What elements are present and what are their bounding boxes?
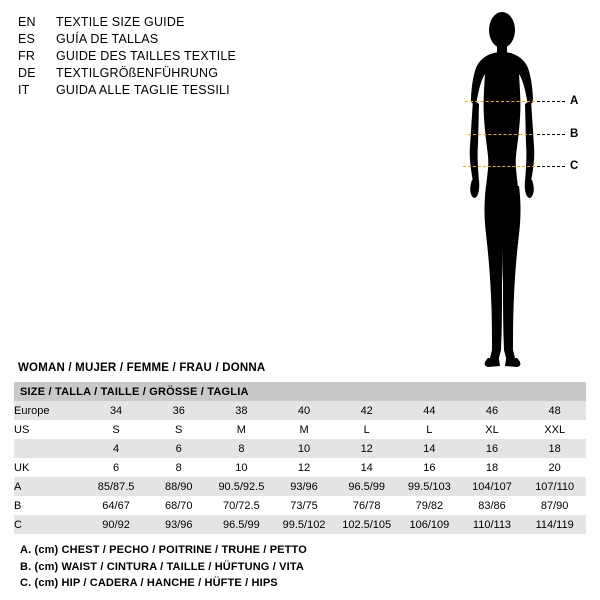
cell: 64/67: [85, 496, 148, 515]
language-code: ES: [18, 32, 36, 46]
cell: 10: [273, 439, 336, 458]
cell: 107/110: [523, 477, 586, 496]
cell: 110/113: [461, 515, 524, 534]
cell: 96.5/99: [335, 477, 398, 496]
cell: 10: [210, 458, 273, 477]
female-silhouette-icon: [440, 6, 570, 376]
cell: 68/70: [147, 496, 210, 515]
cell: 44: [398, 401, 461, 420]
cell: 90/92: [85, 515, 148, 534]
table-row: [14, 401, 586, 420]
cell: 18: [461, 458, 524, 477]
table-row: [14, 458, 586, 477]
row-label: C: [14, 515, 85, 534]
guide-line-chest-extension: [537, 101, 565, 102]
cell: 6: [85, 458, 148, 477]
cell: 90.5/92.5: [210, 477, 273, 496]
cell: 83/86: [461, 496, 524, 515]
guide-line-waist-extension: [537, 134, 565, 135]
language-title: TEXTILE SIZE GUIDE: [56, 15, 185, 29]
cell: 38: [210, 401, 273, 420]
language-title-block: [18, 14, 438, 99]
marker-label-c: C: [570, 160, 579, 172]
cell: 42: [335, 401, 398, 420]
language-code: DE: [18, 66, 36, 80]
cell: 79/82: [398, 496, 461, 515]
cell: 14: [398, 439, 461, 458]
marker-label-b: B: [570, 128, 579, 140]
cell: 4: [85, 439, 148, 458]
language-code: EN: [18, 15, 36, 29]
female-body-figure: [420, 6, 595, 376]
measurement-legend: [20, 542, 580, 592]
cell: 48: [523, 401, 586, 420]
language-row: [18, 82, 438, 99]
table-row: [14, 515, 586, 534]
row-label: [14, 439, 85, 458]
cell: 93/96: [147, 515, 210, 534]
table-row: [14, 496, 586, 515]
cell: 70/72.5: [210, 496, 273, 515]
marker-label-a: A: [570, 95, 579, 107]
cell: 8: [147, 458, 210, 477]
cell: 85/87.5: [85, 477, 148, 496]
cell: 93/96: [273, 477, 336, 496]
cell: 12: [273, 458, 336, 477]
table-row: [14, 420, 586, 439]
cell: XXL: [523, 420, 586, 439]
cell: 36: [147, 401, 210, 420]
cell: 73/75: [273, 496, 336, 515]
cell: S: [85, 420, 148, 439]
cell: 99.5/103: [398, 477, 461, 496]
table-header-label: SIZE / TALLA / TAILLE / GRÖSSE / TAGLIA: [14, 382, 586, 401]
cell: L: [398, 420, 461, 439]
guide-line-hip: [463, 166, 535, 167]
cell: 18: [523, 439, 586, 458]
cell: 102.5/105: [335, 515, 398, 534]
language-code: FR: [18, 49, 36, 63]
language-code: IT: [18, 83, 30, 97]
cell: L: [335, 420, 398, 439]
table-row: [14, 477, 586, 496]
guide-line-waist: [468, 134, 532, 135]
cell: 104/107: [461, 477, 524, 496]
row-label: Europe: [14, 401, 85, 420]
language-title: GUIDE DES TAILLES TEXTILE: [56, 49, 237, 63]
size-table: [14, 382, 586, 534]
row-label: UK: [14, 458, 85, 477]
language-row: [18, 48, 438, 65]
table-header-row: [14, 382, 586, 401]
cell: 40: [273, 401, 336, 420]
legend-item-b: B. (cm) WAIST / CINTURA / TAILLE / HÜFTUNG / VITA: [20, 560, 304, 573]
row-label: A: [14, 477, 85, 496]
cell: 14: [335, 458, 398, 477]
language-row: [18, 31, 438, 48]
cell: 87/90: [523, 496, 586, 515]
guide-line-hip-extension: [537, 166, 565, 167]
language-title: GUÍA DE TALLAS: [56, 32, 159, 46]
legend-item-c: C. (cm) HIP / CADERA / HANCHE / HÜFTE / HIPS: [20, 577, 278, 589]
cell: 46: [461, 401, 524, 420]
language-title: TEXTILGRÖßENFÜHRUNG: [56, 66, 219, 80]
cell: 6: [147, 439, 210, 458]
language-row: [18, 14, 438, 31]
cell: 106/109: [398, 515, 461, 534]
cell: 99.5/102: [273, 515, 336, 534]
cell: M: [210, 420, 273, 439]
cell: 114/119: [523, 515, 586, 534]
language-row: [18, 65, 438, 82]
cell: S: [147, 420, 210, 439]
cell: 88/90: [147, 477, 210, 496]
cell: XL: [461, 420, 524, 439]
cell: 76/78: [335, 496, 398, 515]
cell: 34: [85, 401, 148, 420]
cell: 12: [335, 439, 398, 458]
group-title: WOMAN / MUJER / FEMME / FRAU / DONNA: [18, 362, 266, 374]
cell: 20: [523, 458, 586, 477]
guide-line-chest: [465, 101, 535, 102]
cell: 16: [461, 439, 524, 458]
row-label: US: [14, 420, 85, 439]
cell: M: [273, 420, 336, 439]
row-label: B: [14, 496, 85, 515]
cell: 96.5/99: [210, 515, 273, 534]
language-title: GUIDA ALLE TAGLIE TESSILI: [56, 83, 230, 97]
cell: 8: [210, 439, 273, 458]
legend-item-a: A. (cm) CHEST / PECHO / POITRINE / TRUHE / PETTO: [20, 544, 307, 556]
table-row: [14, 439, 586, 458]
cell: 16: [398, 458, 461, 477]
